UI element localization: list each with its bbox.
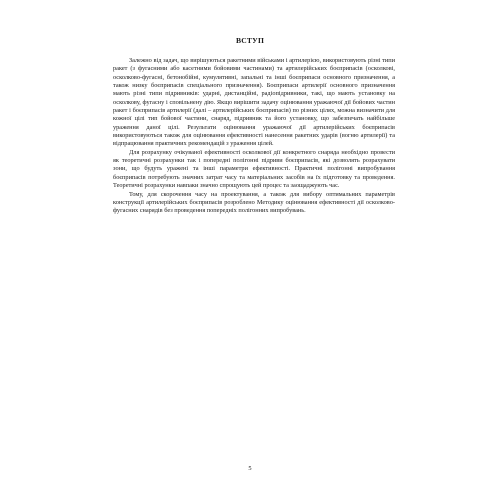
body-text [113, 57, 395, 216]
page-number: 5 [248, 465, 252, 472]
paragraph-1: Залежно від задач, що вирішуються ракетними військами і артилерією, використовують різні типи ракет (з фугасними або касетними бойовими частинами) та артилерійських боєприпасів (осколкові, осколково-фугасні, бетонобійні, кумулятивні, запальні та інші боєприпаси основного призначення, а також низку боєприпасів спеціального призначення). Боєприпаси артилерії основного призначення мають різні типи підривників: ударні, дистанційні, радіопідривники, такі, що мають установку на осколкову, фугасну і сповільнену дію. Якщо вирішити задачу оцінювання уражаючої дії бойових частин ракет і боєприпасів артилерії (далі – артилерійських боєприпасів) по різних цілях, можна визначити для кожної цілі тип бойової частини, снаряд, підривник та його установку, що забезпечать найбільше ураження даної цілі. Результати оцінювання уражаючої дії артилерійських боєприпасів використовуються також для оцінювання ефективності нанесення ракетних ударів (вогню артилерії) та відпрацювання практичних рекомендацій з ураження цілей. [113, 57, 395, 148]
paragraph-3: Тому, для скорочення часу на проектування, а також для вибору оптимальних параметрів конструкції артилерійських боєприпасів розроблено Методику оцінювання ефективності дії осколково-фугасних снарядів без проведення попередніх полігонних випробувань. [113, 190, 395, 215]
paragraph-2: Для розрахунку очікуваної ефективності осколкової дії конкретного снаряда необхідно провести як теоретичні розрахунки так і попередні полігонні підриви боєприпасів, які дозволять розрахувати зони, що будуть уражені та інші параметри ефективності. Практичні полігонні випробування боєприпасів потребують значних затрат часу та матеріальних засобів на їх підготовку та проведення. Теоретичні розрахунки навпаки значно спрощують цей процес та заощаджують час. [113, 148, 395, 190]
section-title: ВСТУП [235, 36, 265, 45]
